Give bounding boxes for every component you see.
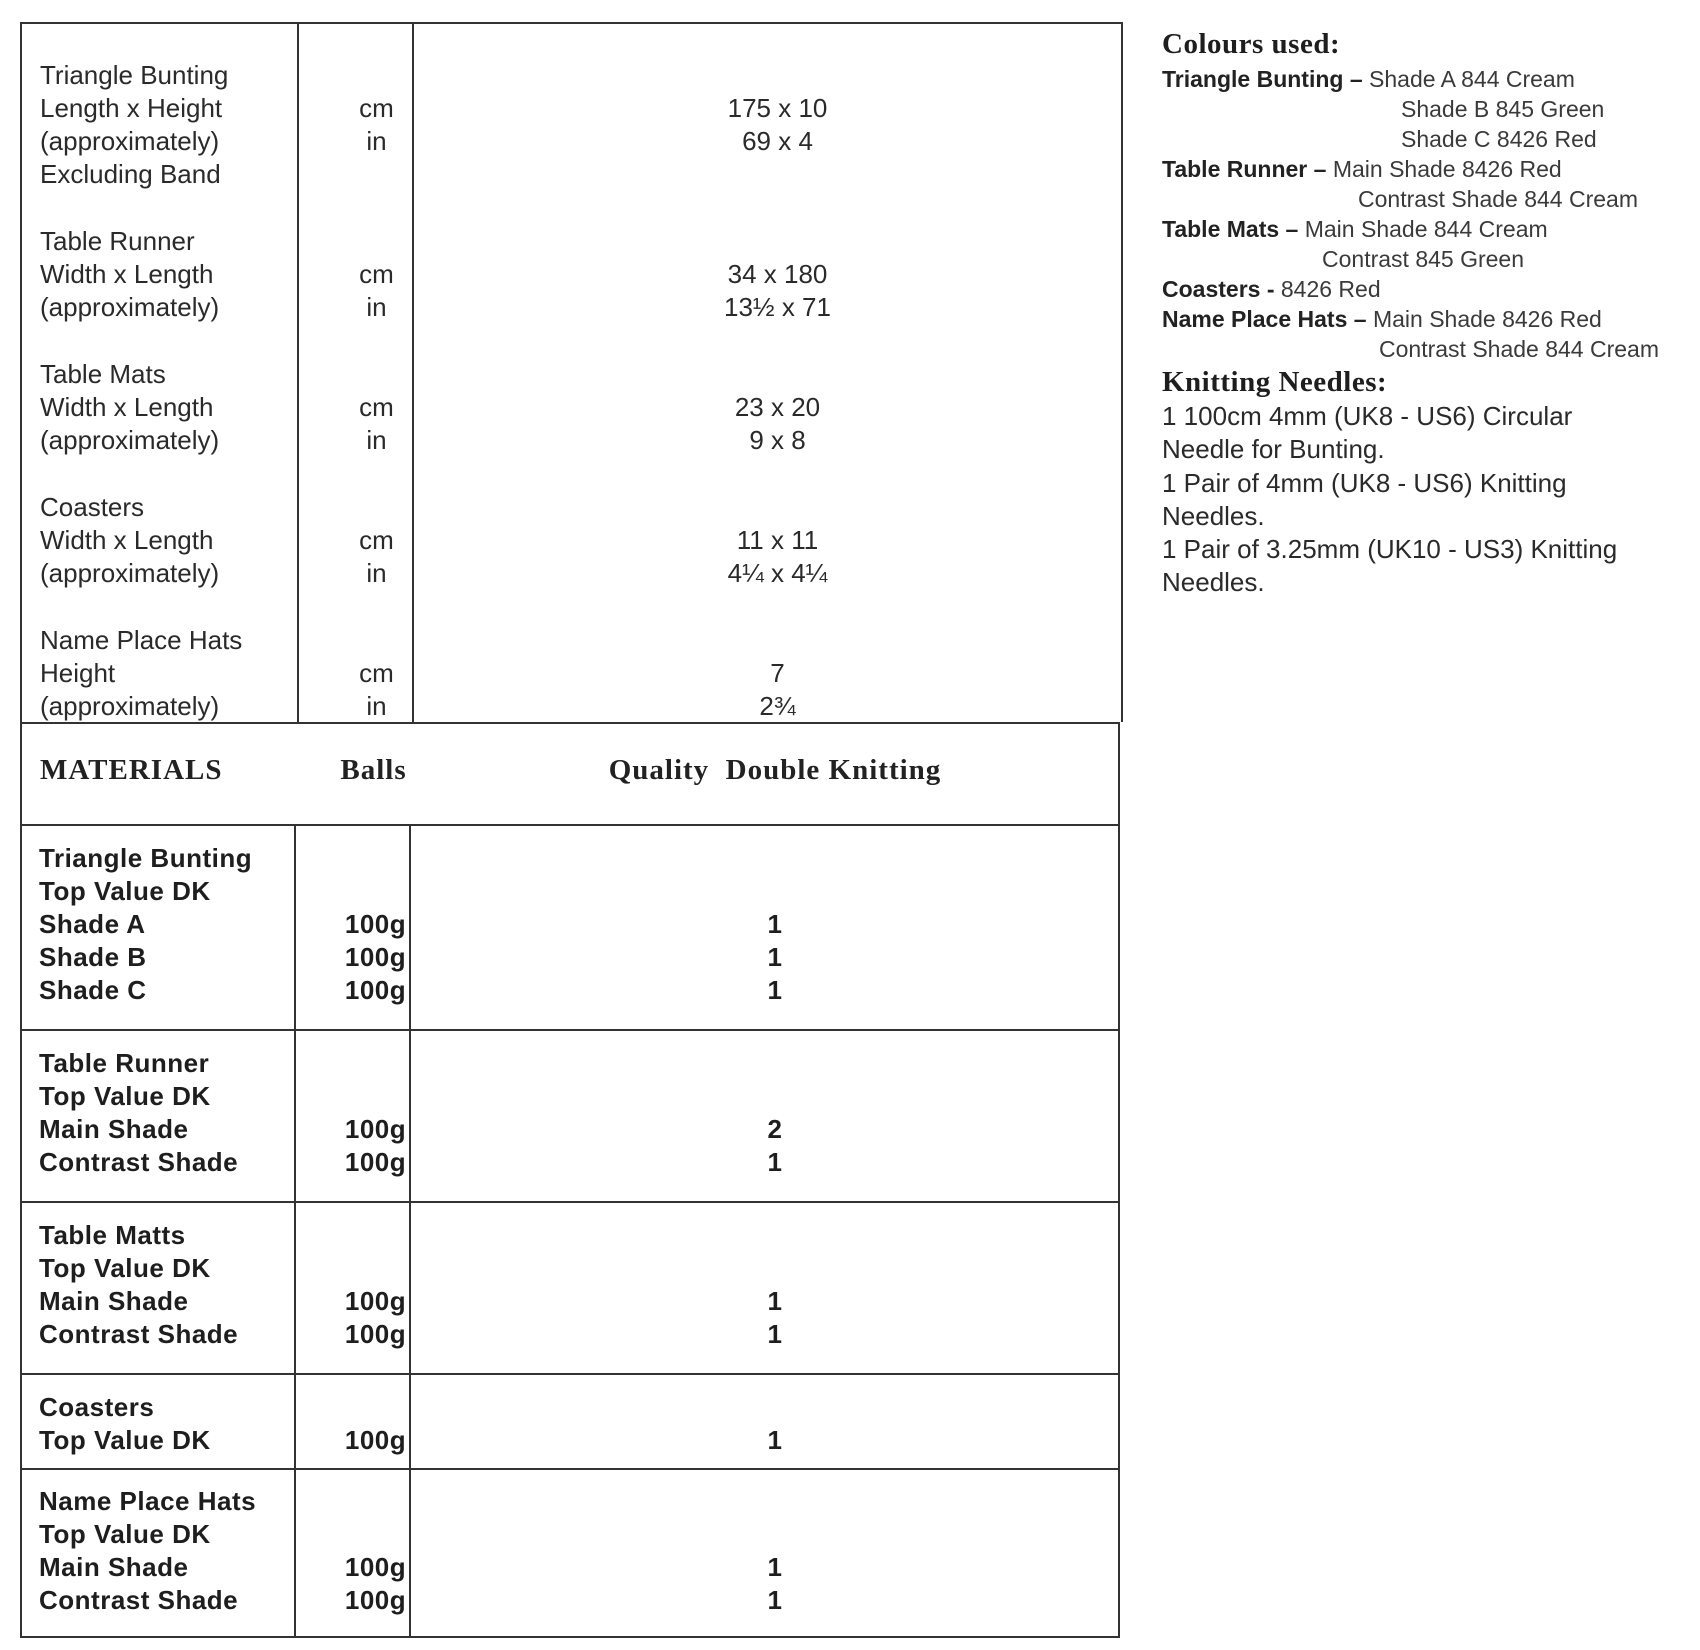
material-line: Top Value DK: [39, 1425, 211, 1455]
unit-in: in: [366, 691, 387, 721]
material-line: Contrast Shade: [39, 1319, 239, 1349]
material-line: Top Value DK: [39, 1253, 211, 1283]
measurement-name-line: (approximately): [40, 292, 220, 322]
measurement-coasters: [22, 491, 1121, 591]
needle-line: 1 100cm 4mm (UK8 - US6) Circular: [1162, 401, 1573, 431]
measurement-table-mats: [22, 358, 1121, 458]
balls-weight: 100g: [344, 1425, 407, 1455]
colour-item-line: Shade C 8426 Red: [1401, 126, 1597, 152]
measurement-value-cm: 34 x 180: [727, 259, 828, 289]
material-line: Main Shade: [39, 1552, 189, 1582]
unit-cm: cm: [359, 658, 394, 688]
measurement-name-line: Width x Length: [40, 259, 214, 289]
quality-header: Quality Double Knitting: [608, 754, 942, 786]
balls-weight: 100g: [344, 1552, 407, 1582]
unit-cm: cm: [359, 259, 394, 289]
colour-item-line: Main Shade 844 Cream: [1304, 216, 1548, 242]
materials-table: [20, 722, 1120, 1638]
row-divider: [22, 1468, 1118, 1470]
measurement-value-in: 13½ x 71: [724, 292, 831, 322]
measurement-name-line: Excluding Band: [40, 159, 221, 189]
measurement-name-line: Triangle Bunting: [40, 60, 229, 90]
measurement-value-cm: 23 x 20: [734, 392, 821, 422]
ball-quantity: 1: [767, 1286, 783, 1316]
row-divider: [22, 1373, 1118, 1375]
ball-quantity: 1: [767, 1585, 783, 1615]
measurement-name-line: Length x Height: [40, 93, 223, 123]
unit-cm: cm: [359, 93, 394, 123]
measurement-name-line: Width x Length: [40, 392, 214, 422]
measurement-value-cm: 175 x 10: [727, 93, 828, 123]
balls-weight: 100g: [344, 975, 407, 1005]
colour-item-triangle-bunting: [1162, 64, 1575, 94]
row-divider: [22, 1201, 1118, 1203]
balls-weight: 100g: [344, 1319, 407, 1349]
colour-item-coasters: [1162, 274, 1381, 304]
colour-item-line: Contrast 845 Green: [1322, 246, 1525, 272]
material-line: Table Runner: [39, 1048, 210, 1078]
unit-in: in: [366, 558, 387, 588]
material-line: Shade A: [39, 909, 146, 939]
material-line: Top Value DK: [39, 1081, 211, 1111]
colour-item-line: Main Shade 8426 Red: [1372, 306, 1602, 332]
unit-in: in: [366, 126, 387, 156]
colour-item-table-mats: [1162, 214, 1548, 244]
measurement-value-in: 4¼ x 4¼: [727, 558, 828, 588]
colour-item-line: Shade B 845 Green: [1401, 96, 1605, 122]
needles-title: Knitting Needles:: [1162, 366, 1388, 398]
ball-quantity: 1: [767, 1425, 783, 1455]
material-line: Shade C: [39, 975, 147, 1005]
measurement-name-line: Coasters: [40, 492, 145, 522]
measurement-name-line: Name Place Hats: [40, 625, 243, 655]
ball-quantity: 1: [767, 975, 783, 1005]
needle-line: Needles.: [1162, 567, 1265, 597]
material-line: Name Place Hats: [39, 1486, 257, 1516]
measurement-value-cm: 11 x 11: [736, 525, 819, 555]
needle-line: 1 Pair of 3.25mm (UK10 - US3) Knitting: [1162, 534, 1618, 564]
colour-item-line: Main Shade 8426 Red: [1332, 156, 1562, 182]
balls-header: Balls: [340, 754, 407, 786]
colour-item-label: Name Place Hats –: [1162, 306, 1373, 332]
unit-cm: cm: [359, 525, 394, 555]
balls-weight: 100g: [344, 909, 407, 939]
measurement-name-line: (approximately): [40, 126, 220, 156]
colour-item-line: Contrast Shade 844 Cream: [1358, 186, 1638, 212]
balls-weight: 100g: [344, 942, 407, 972]
material-line: Contrast Shade: [39, 1585, 239, 1615]
measurement-triangle-bunting: [22, 59, 1121, 189]
material-line: Table Matts: [39, 1220, 186, 1250]
measurement-value-in: 2¾: [759, 691, 796, 721]
unit-in: in: [366, 292, 387, 322]
colour-item-label: Table Runner –: [1162, 156, 1333, 182]
measurement-name-line: Table Mats: [40, 359, 166, 389]
unit-in: in: [366, 425, 387, 455]
colour-item-name-place-hats: [1162, 304, 1602, 334]
needle-line: 1 Pair of 4mm (UK8 - US6) Knitting: [1162, 468, 1567, 498]
needle-line: Needle for Bunting.: [1162, 434, 1385, 464]
colour-item-line: Shade A 844 Cream: [1369, 66, 1575, 92]
measurement-value-cm: 7: [770, 658, 785, 688]
ball-quantity: 1: [767, 909, 783, 939]
colour-item-table-runner: [1162, 154, 1562, 184]
balls-weight: 100g: [344, 1114, 407, 1144]
balls-weight: 100g: [344, 1286, 407, 1316]
ball-quantity: 1: [767, 1552, 783, 1582]
colour-item-line: Contrast Shade 844 Cream: [1379, 336, 1659, 362]
material-line: Top Value DK: [39, 1519, 211, 1549]
colour-item-label: Triangle Bunting –: [1162, 66, 1370, 92]
balls-weight: 100g: [344, 1147, 407, 1177]
measurement-name-line: Width x Length: [40, 525, 214, 555]
colours-title: Colours used:: [1162, 28, 1341, 60]
measurement-value-in: 69 x 4: [742, 126, 813, 156]
material-line: Triangle Bunting: [39, 843, 253, 873]
measurements-table: [20, 22, 1123, 722]
measurement-table-runner: [22, 225, 1121, 325]
measurement-name-line: Table Runner: [40, 226, 195, 256]
ball-quantity: 1: [767, 1147, 783, 1177]
material-line: Main Shade: [39, 1286, 189, 1316]
unit-cm: cm: [359, 392, 394, 422]
row-divider: [22, 824, 1118, 826]
ball-quantity: 1: [767, 942, 783, 972]
measurement-value-in: 9 x 8: [749, 425, 806, 455]
ball-quantity: 2: [767, 1114, 783, 1144]
column-divider: [294, 824, 296, 1636]
material-line: Coasters: [39, 1392, 155, 1422]
balls-weight: 100g: [344, 1585, 407, 1615]
material-line: Top Value DK: [39, 876, 211, 906]
measurement-name-line: (approximately): [40, 691, 220, 721]
measurement-name-line: (approximately): [40, 425, 220, 455]
colour-item-label: Coasters -: [1162, 276, 1281, 302]
measurement-name-place-hats: [22, 624, 1121, 724]
material-line: Contrast Shade: [39, 1147, 239, 1177]
measurement-name-line: (approximately): [40, 558, 220, 588]
colour-item-line: 8426 Red: [1280, 276, 1381, 302]
ball-quantity: 1: [767, 1319, 783, 1349]
materials-header: MATERIALS: [40, 754, 223, 786]
colour-item-label: Table Mats –: [1162, 216, 1305, 242]
material-line: Shade B: [39, 942, 147, 972]
needle-line: Needles.: [1162, 501, 1265, 531]
material-line: Main Shade: [39, 1114, 189, 1144]
row-divider: [22, 1029, 1118, 1031]
measurement-name-line: Height: [40, 658, 116, 688]
